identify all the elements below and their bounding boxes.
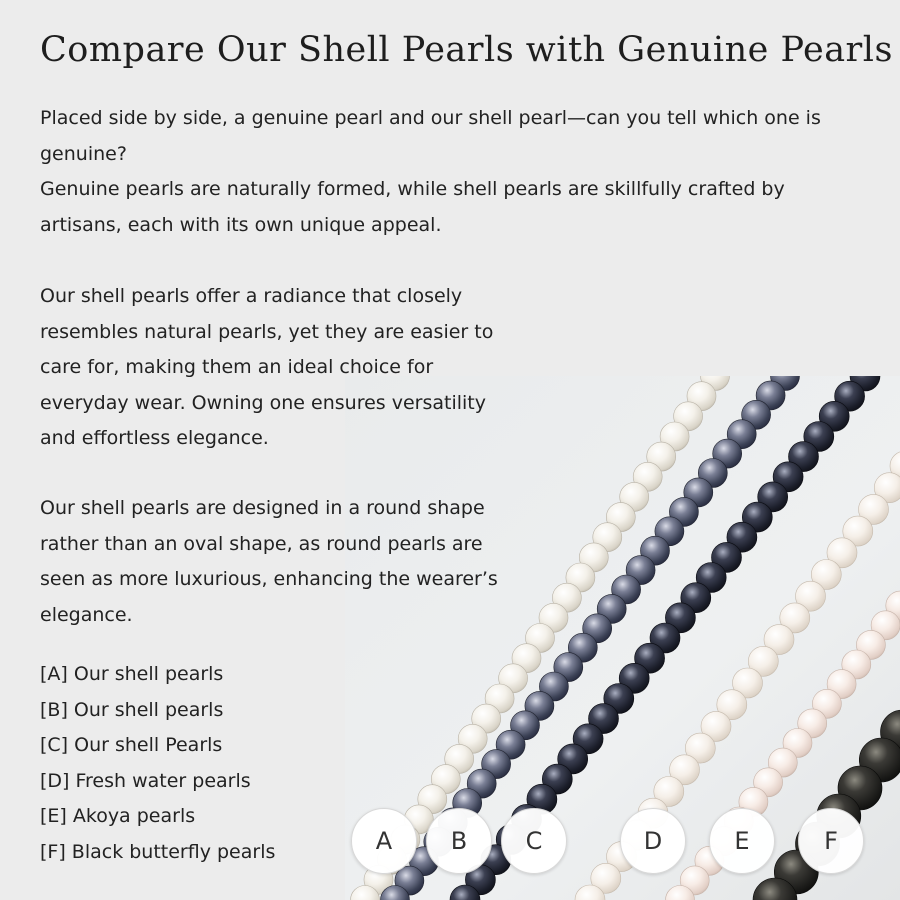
legend-item-f: [F] Black butterfly pearls <box>40 840 276 863</box>
intro-paragraph <box>40 101 830 243</box>
shape-paragraph: Our shell pearls are designed in a round shape rather than an oval shape, as round pearls are seen as more luxurious, enhancing the wearer’s elegance. <box>40 497 498 626</box>
badge-d: D <box>620 808 686 874</box>
legend-item-e: [E] Akoya pearls <box>40 805 196 827</box>
legend-item-c: [C] Our shell Pearls <box>40 734 223 756</box>
pearl-legend <box>40 657 275 870</box>
legend-item-b: [B] Our shell pearls <box>40 698 224 721</box>
intro-line-2: Genuine pearls are naturally formed, while shell pearls are skillfully crafted by artisans, each with its own unique appeal. <box>40 178 785 236</box>
badge-b: B <box>426 808 492 874</box>
intro-line-1: Placed side by side, a genuine pearl and our shell pearl—can you tell which one is genuine? <box>40 107 821 165</box>
care-paragraph: Our shell pearls offer a radiance that closely resembles natural pearls, yet they are easier to care for, making them an ideal choice for everyday wear. Owning one ensures versatility and effortless elegance. <box>40 285 494 449</box>
badge-a: A <box>351 808 417 874</box>
legend-item-a: [A] Our shell pearls <box>40 663 224 685</box>
page-title: Compare Our Shell Pearls with Genuine Pearls <box>40 30 893 70</box>
badge-e: E <box>709 808 775 874</box>
legend-item-d: [D] Fresh water pearls <box>40 769 251 792</box>
badge-c: C <box>501 808 567 874</box>
badge-f: F <box>798 808 864 874</box>
